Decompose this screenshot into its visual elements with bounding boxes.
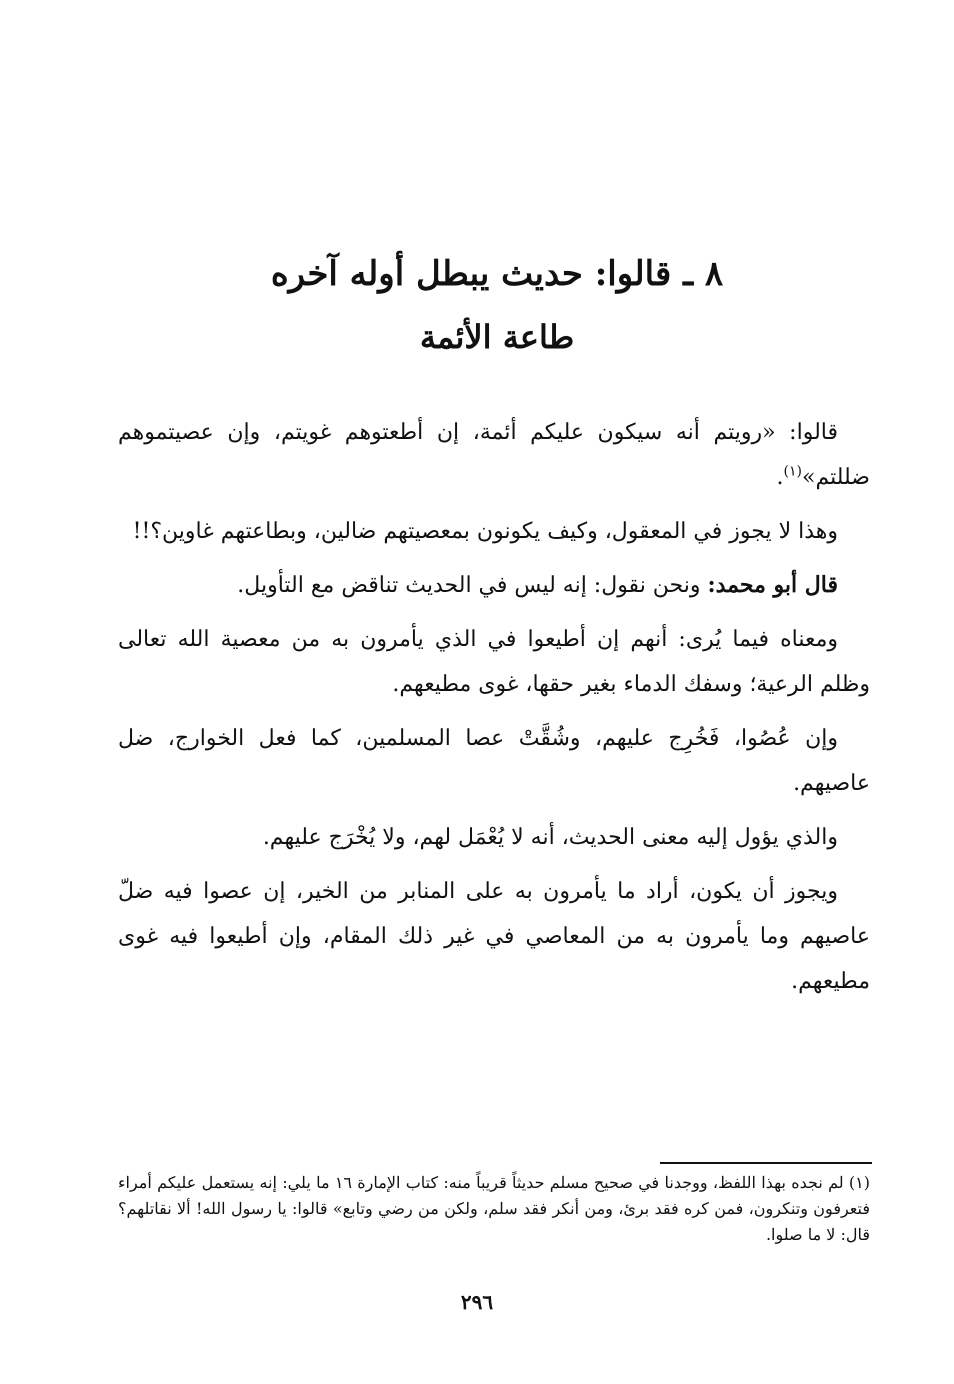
paragraph [118,563,870,608]
footnote-text: لم نجده بهذا اللفظ، ووجدنا في صحيح مسلم حديثاً قريباً منه: كتاب الإمارة ١٦ ما يلي: إنه يستعمل عليكم أمراء فتعرفون وتنكرون، فمن كره فقد برئ، ومن أنكر فقد سلم، ولكن من رضي وتابع» قالوا: يا رسول الله! ألا نقاتلهم؟ قال: لا ما صلوا. [118,1173,870,1244]
paragraph-text: ومعناه فيما يُرى: أنهم إن أطيعوا في الذي يأمرون به من معصية الله تعالى وظلم الرعية؛ وسفك الدماء بغير حقها، غوى مطيعهم. [118,627,870,697]
chapter-subtitle: طاعة الأئمة [419,318,575,356]
page-number: ٢٩٦ [460,1290,494,1314]
footnote-reference[interactable]: (١) [783,463,802,480]
chapter-title: ٨ ـ قالوا: حديث يبطل أوله آخره [270,254,724,294]
paragraph-text: والذي يؤول إليه معنى الحديث، أنه لا يُعْمَل لهم، ولا يُخْرَج عليهم. [262,825,838,850]
speaker-label: قال أبو محمد: [707,572,838,598]
footnote [118,1170,870,1248]
paragraph [118,617,870,707]
paragraph [118,869,870,1004]
paragraph [118,815,870,860]
paragraph [118,716,870,806]
paragraph-text: قالوا: «رويتم أنه سيكون عليكم أئمة، إن أطعتوهم غويتم، وإن عصيتموهم ضللتم» [118,420,870,490]
paragraph [118,509,870,554]
paragraph-text: وإن عُصُوا، فَخُرِج عليهم، وشُقَّتْ عصا المسلمين، كما فعل الخوارج، ضل عاصيهم. [118,726,870,796]
body-text [118,410,870,1013]
footnote-marker: (١) [848,1173,870,1192]
paragraph: قالوا: «رويتم أنه سيكون عليكم أئمة، إن أطعتوهم غويتم، وإن عصيتموهم ضللتم»$^{(١)}$. [118,420,870,490]
paragraph-text: ونحن نقول: إنه ليس في الحديث تناقض مع التأويل. [237,573,708,598]
paragraph-text: ويجوز أن يكون، أراد ما يأمرون به على المنابر من الخير، إن عصوا فيه ضلّ عاصيهم وما يأمرون به من المعاصي في غير ذلك المقام، وإن أطيعوا فيه غوى مطيعهم. [118,879,870,994]
paragraph-text: وهذا لا يجوز في المعقول، وكيف يكونون بمعصيتهم ضالين، وبطاعتهم غاوين؟!! [132,519,838,544]
footnote-divider [660,1162,872,1164]
footnotes [118,1170,870,1248]
